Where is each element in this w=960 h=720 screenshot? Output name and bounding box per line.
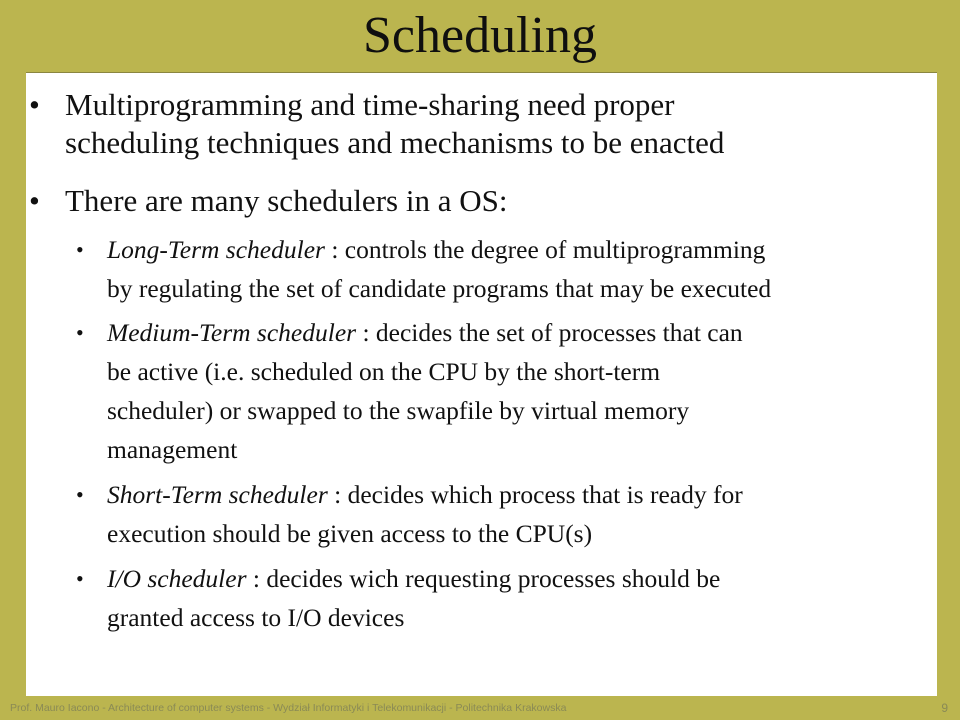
sub-bullet-marker: • bbox=[76, 566, 84, 591]
sub-bullet-line bbox=[107, 559, 937, 598]
sub-bullet-line: be active (i.e. scheduled on the CPU by the short-term bbox=[107, 357, 661, 386]
bullet-marker: • bbox=[29, 87, 40, 122]
sub-bullet-line bbox=[107, 475, 937, 514]
term-description: : decides wich requesting processes should be bbox=[246, 564, 721, 593]
term-label: Long-Term scheduler bbox=[107, 235, 325, 264]
slide-content bbox=[26, 72, 937, 696]
sub-bullet-line: execution should be given access to the CPU(s) bbox=[107, 519, 593, 548]
term-label: I/O scheduler bbox=[107, 564, 247, 593]
bullet-line: Multiprogramming and time-sharing need proper bbox=[65, 87, 675, 122]
sub-bullet-line: granted access to I/O devices bbox=[107, 603, 405, 632]
term-label: Medium-Term scheduler bbox=[107, 318, 357, 347]
sub-bullet-marker: • bbox=[76, 320, 84, 345]
sub-bullet-line: scheduler) or swapped to the swapfile by virtual memory bbox=[107, 396, 690, 425]
sub-bullet-marker: • bbox=[76, 237, 84, 262]
slide-footer: Prof. Mauro Iacono - Architecture of computer systems - Wydział Informatyki i Telekomunikacji - Politechnika Krakowska bbox=[10, 702, 567, 714]
term-description: : controls the degree of multiprogramming bbox=[324, 235, 766, 264]
sub-bullet-line: by regulating the set of candidate programs that may be executed bbox=[107, 274, 772, 303]
bullet-line: scheduling techniques and mechanisms to be enacted bbox=[65, 125, 725, 160]
sub-bullet-line bbox=[107, 230, 937, 269]
title-divider bbox=[26, 72, 937, 73]
term-description: : decides which process that is ready for bbox=[327, 480, 743, 509]
sub-bullet-line: management bbox=[107, 435, 238, 464]
bullet-line: There are many schedulers in a OS: bbox=[65, 183, 508, 218]
sub-bullet-line bbox=[107, 313, 937, 352]
term-label: Short-Term scheduler bbox=[107, 480, 328, 509]
sub-bullet-marker: • bbox=[76, 482, 84, 507]
bullet-marker: • bbox=[29, 183, 40, 218]
page-number: 9 bbox=[941, 701, 948, 715]
slide-title: Scheduling bbox=[363, 7, 597, 64]
term-description: : decides the set of processes that can bbox=[356, 318, 743, 347]
